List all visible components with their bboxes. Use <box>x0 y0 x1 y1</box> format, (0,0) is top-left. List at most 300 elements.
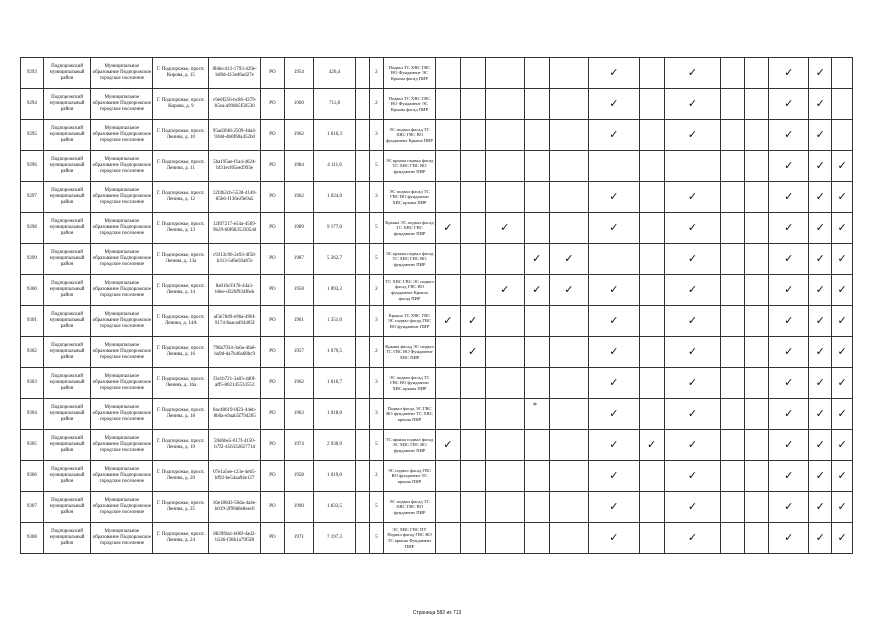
checkmark-icon: ✓ <box>769 337 809 368</box>
district-cell: Подпорожский муниципальный район <box>43 399 91 430</box>
type-cell: РО <box>261 399 285 430</box>
year-cell: 1987 <box>284 244 313 275</box>
type-cell: РО <box>261 58 285 89</box>
area-cell: 2 930,9 <box>313 430 355 461</box>
works-cell: ЭС ХВС ГВС ПУ Подвал фасад ГВС ВО ТС крыша Фундамент ПИР <box>384 523 436 554</box>
work-cell-empty <box>524 368 549 399</box>
work-cell-empty <box>524 337 549 368</box>
floors-cell: 2 <box>369 89 383 120</box>
checkmark-icon: ✓ <box>769 306 809 337</box>
work-cell-empty <box>460 120 485 151</box>
work-cell-empty <box>721 306 745 337</box>
works-cell: ТС ХВС ГВС ЭС подвал фасад ГВС ВО фундамент Крыша фасад ПИР <box>384 275 436 306</box>
table-row <box>21 337 853 368</box>
checkmark-icon: ✓ <box>809 461 832 492</box>
work-cell-empty <box>485 399 524 430</box>
blank-cell <box>356 306 369 337</box>
table-row <box>21 89 853 120</box>
district-cell: Подпорожский муниципальный район <box>43 492 91 523</box>
district-cell: Подпорожский муниципальный район <box>43 120 91 151</box>
work-cell-empty <box>745 275 769 306</box>
address-cell: Г. Подпорожье, просп. Ленина, д. 19 <box>153 430 209 461</box>
checkmark-icon: ✓ <box>589 306 640 337</box>
work-cell-empty <box>549 89 588 120</box>
type-cell: РО <box>261 368 285 399</box>
work-cell-empty <box>549 58 588 89</box>
house-guid-cell: c9e0f256-bc86-4379-b5ea-a99db5f56530 <box>209 89 261 120</box>
work-cell-empty <box>460 89 485 120</box>
checkmark-icon: ✓ <box>832 430 853 461</box>
work-cell-empty <box>745 337 769 368</box>
works-cell: ЭС подвал фасад ТС ГВС ВО фундамент ХВС крыша ПИР <box>384 182 436 213</box>
checkmark-icon: ✓ <box>769 58 809 89</box>
district-cell: Подпорожский муниципальный район <box>43 523 91 554</box>
row-number-cell: 9299 <box>21 244 44 275</box>
work-cell-empty <box>549 337 588 368</box>
checkmark-icon: ✓ <box>589 89 640 120</box>
address-cell: Г. Подпорожье, просп. Кирова, д. 9 <box>153 89 209 120</box>
work-cell-empty <box>721 275 745 306</box>
table-row <box>21 399 853 430</box>
work-cell-empty <box>745 492 769 523</box>
work-cell-empty <box>721 430 745 461</box>
table-row <box>21 306 853 337</box>
table-row <box>21 120 853 151</box>
work-cell-empty <box>639 306 664 337</box>
work-cell-empty <box>639 461 664 492</box>
address-cell: Г. Подпорожье, просп. Ленина, д. 24 <box>153 523 209 554</box>
house-guid-cell: 8ac48619-0f23-44eb-8b0a-e9aab5f794265 <box>209 399 261 430</box>
district-cell: Подпорожский муниципальный район <box>43 368 91 399</box>
checkmark-icon: ✓ <box>832 492 853 523</box>
municipality-cell: Муниципальное образование Подпорожское городское поселение <box>91 58 153 89</box>
work-cell-empty <box>524 523 549 554</box>
floors-cell: 3 <box>369 306 383 337</box>
type-cell: РО <box>261 337 285 368</box>
work-cell-empty <box>549 399 588 430</box>
year-cell: 1957 <box>284 337 313 368</box>
works-cell: Крыша фасад ЭС подвал ТС ГВС ВО Фундамент ХВС ПИР <box>384 337 436 368</box>
checkmark-icon: ✓ <box>664 523 721 554</box>
work-cell-empty <box>721 337 745 368</box>
area-cell: 1 351,0 <box>313 306 355 337</box>
floors-cell: 2 <box>369 337 383 368</box>
type-cell: РО <box>261 120 285 151</box>
work-cell-empty <box>549 306 588 337</box>
blank-cell <box>356 213 369 244</box>
area-cell: 1 833,5 <box>313 492 355 523</box>
address-cell: Г. Подпорожье, просп. Ленина, д. 18 <box>153 399 209 430</box>
type-cell: РО <box>261 182 285 213</box>
table-row <box>21 244 853 275</box>
checkmark-icon: ✓ <box>589 430 640 461</box>
work-cell-empty <box>745 213 769 244</box>
district-cell: Подпорожский муниципальный район <box>43 89 91 120</box>
house-guid-cell: 12f07217-e54a-4569-9b29-60f683533054d <box>209 213 261 244</box>
type-cell: РО <box>261 523 285 554</box>
work-cell-empty <box>524 430 549 461</box>
blank-cell <box>356 58 369 89</box>
district-cell: Подпорожский муниципальный район <box>43 213 91 244</box>
house-guid-cell: 8829fda1-b06f-4ad2-b546-f38b1a79f5f8 <box>209 523 261 554</box>
house-guid-cell: f3e1b721-3a03-4d0f-aff5-802145533552 <box>209 368 261 399</box>
year-cell: 1962 <box>284 368 313 399</box>
blank-cell <box>356 275 369 306</box>
register-table <box>20 57 853 554</box>
municipality-cell: Муниципальное образование Подпорожское городское поселение <box>91 492 153 523</box>
checkmark-icon: ✓ <box>832 151 853 182</box>
house-guid-cell: c9313c96-2e93-4f58-b313-5d6e92a87e <box>209 244 261 275</box>
year-cell: 1984 <box>284 151 313 182</box>
work-cell-empty <box>524 461 549 492</box>
work-cell-empty <box>435 337 460 368</box>
table-row <box>21 182 853 213</box>
work-cell-empty <box>524 182 549 213</box>
work-cell-empty <box>435 151 460 182</box>
area-cell: 1 016,7 <box>313 368 355 399</box>
floors-cell: 5 <box>369 151 383 182</box>
work-cell-empty <box>549 120 588 151</box>
checkmark-icon: ✓ <box>664 492 721 523</box>
work-cell-empty <box>524 492 549 523</box>
year-cell: 1963 <box>284 399 313 430</box>
year-cell: 1971 <box>284 523 313 554</box>
work-cell-empty <box>745 182 769 213</box>
work-cell-empty <box>721 399 745 430</box>
work-cell-empty <box>460 182 485 213</box>
works-cell: ЭС крыша подвал фасад ТС ХВС ГВС ВО фундамент ПИР <box>384 244 436 275</box>
works-cell: ЭС подвал фасад ГВС ВО фундамент ТС крыша ПИР <box>384 461 436 492</box>
blank-cell <box>356 337 369 368</box>
work-cell-empty <box>524 306 549 337</box>
address-cell: Г. Подпорожье, просп. Кирова, д. 15 <box>153 58 209 89</box>
row-number-cell: 9295 <box>21 120 44 151</box>
work-cell-empty <box>549 213 588 244</box>
work-cell-empty <box>485 368 524 399</box>
checkmark-icon: ✓ <box>485 275 524 306</box>
work-cell-empty <box>721 58 745 89</box>
municipality-cell: Муниципальное образование Подпорожское городское поселение <box>91 213 153 244</box>
municipality-cell: Муниципальное образование Подпорожское городское поселение <box>91 461 153 492</box>
floors-cell: 5 <box>369 213 383 244</box>
address-cell: Г. Подпорожье, просп. Ленина, д. 13 <box>153 213 209 244</box>
works-cell: Крыша ЭС подвал фасад ТС ХВС ГВС фундамент ПИР <box>384 213 436 244</box>
type-cell: РО <box>261 89 285 120</box>
work-cell-empty <box>721 182 745 213</box>
house-guid-cell: 59d6be5-617f-4150-b7f2-45633282771d <box>209 430 261 461</box>
work-cell-empty <box>549 461 588 492</box>
work-cell-empty <box>721 244 745 275</box>
work-cell-empty <box>832 58 853 89</box>
work-cell-empty <box>524 89 549 120</box>
works-cell: ЭС подвал фасад ТС ХВС ГВС ВО фундамент ПИР <box>384 492 436 523</box>
work-cell-empty <box>721 151 745 182</box>
table-row <box>21 368 853 399</box>
checkmark-icon: ✓ <box>809 430 832 461</box>
work-cell-empty <box>485 244 524 275</box>
municipality-cell: Муниципальное образование Подпорожское городское поселение <box>91 182 153 213</box>
checkmark-icon: ✓ <box>435 213 460 244</box>
year-cell: 1954 <box>284 58 313 89</box>
address-cell: Г. Подпорожье, просп. Ленина, д. 10 <box>153 120 209 151</box>
checkmark-icon: ✓ <box>589 275 640 306</box>
work-cell-empty <box>435 58 460 89</box>
checkmark-icon: ✓ <box>664 430 721 461</box>
blank-cell <box>356 368 369 399</box>
address-cell: Г. Подпорожье, просп. Ленина, д. 14А <box>153 306 209 337</box>
municipality-cell: Муниципальное образование Подпорожское городское поселение <box>91 306 153 337</box>
checkmark-icon: ✓ <box>485 213 524 244</box>
work-cell-empty <box>460 492 485 523</box>
works-cell: ТС крыша подвал фасад ЭС ХВС ГВС ВО фундамент ПИР <box>384 430 436 461</box>
district-cell: Подпорожский муниципальный район <box>43 461 91 492</box>
address-cell: Г. Подпорожье, просп. Ленина, д. 25 <box>153 492 209 523</box>
work-cell-empty <box>435 244 460 275</box>
area-cell: 1 093,3 <box>313 275 355 306</box>
municipality-cell: Муниципальное образование Подпорожское городское поселение <box>91 430 153 461</box>
year-cell: 1960 <box>284 89 313 120</box>
municipality-cell: Муниципальное образование Подпорожское городское поселение <box>91 368 153 399</box>
work-cell-empty <box>435 120 460 151</box>
work-cell-empty <box>639 120 664 151</box>
district-cell: Подпорожский муниципальный район <box>43 337 91 368</box>
area-cell: 1 616,3 <box>313 120 355 151</box>
year-cell: 1958 <box>284 461 313 492</box>
work-cell-empty <box>460 244 485 275</box>
row-number-cell: 9296 <box>21 151 44 182</box>
work-cell-empty <box>549 492 588 523</box>
works-cell: Подвал ТС ХВС ГВС ВО Фундамент ЭС Крыша фасад ПИР <box>384 89 436 120</box>
row-number-cell: 9297 <box>21 182 44 213</box>
checkmark-icon: ✓ <box>589 58 640 89</box>
house-guid-cell: 16e180d3-50da-4a4e-b019-2f99d8e8eec0 <box>209 492 261 523</box>
checkmark-icon: ✓ <box>769 151 809 182</box>
type-cell: РО <box>261 244 285 275</box>
district-cell: Подпорожский муниципальный район <box>43 244 91 275</box>
checkmark-icon: ✓ <box>664 244 721 275</box>
checkmark-icon: ✓ <box>664 182 721 213</box>
checkmark-icon: ✓ <box>809 399 832 430</box>
work-cell-empty <box>832 120 853 151</box>
checkmark-icon: ✓ <box>549 244 588 275</box>
work-cell-empty <box>435 182 460 213</box>
work-cell-empty <box>460 399 485 430</box>
checkmark-icon: ✓ <box>769 182 809 213</box>
type-cell: РО <box>261 213 285 244</box>
house-guid-cell: 07e1a5ee-c23e-4eb5-bf93-be54aa94e127 <box>209 461 261 492</box>
work-cell-empty <box>745 151 769 182</box>
blank-cell <box>356 89 369 120</box>
address-cell: Г. Подпорожье, просп. Ленина, д. 14 <box>153 275 209 306</box>
checkmark-icon: ✓ <box>664 275 721 306</box>
floors-cell: 2 <box>369 275 383 306</box>
table-row <box>21 275 853 306</box>
checkmark-icon: ✓ <box>769 461 809 492</box>
blank-cell <box>356 120 369 151</box>
work-cell-empty <box>664 151 721 182</box>
work-cell-empty <box>721 120 745 151</box>
checkmark-icon: ✓ <box>832 368 853 399</box>
checkmark-icon: ✓ <box>809 244 832 275</box>
floors-cell: 5 <box>369 430 383 461</box>
work-cell-empty <box>460 275 485 306</box>
work-cell-empty <box>639 182 664 213</box>
floors-cell: 3 <box>369 120 383 151</box>
checkmark-icon: ✓ <box>435 430 460 461</box>
district-cell: Подпорожский муниципальный район <box>43 306 91 337</box>
work-cell-empty <box>485 89 524 120</box>
checkmark-icon: ✓ <box>664 461 721 492</box>
work-cell-empty <box>460 461 485 492</box>
work-cell-empty <box>485 492 524 523</box>
blank-cell <box>356 492 369 523</box>
checkmark-icon: ✓ <box>664 368 721 399</box>
municipality-cell: Муниципальное образование Подпорожское городское поселение <box>91 523 153 554</box>
work-cell-empty <box>524 213 549 244</box>
municipality-cell: Муниципальное образование Подпорожское городское поселение <box>91 120 153 151</box>
year-cell: 1962 <box>284 120 313 151</box>
checkmark-icon: ✓ <box>589 120 640 151</box>
row-number-cell: 9307 <box>21 492 44 523</box>
work-cell-empty <box>639 244 664 275</box>
municipality-cell: Муниципальное образование Подпорожское городское поселение <box>91 399 153 430</box>
checkmark-icon: ✓ <box>809 151 832 182</box>
blank-cell <box>356 461 369 492</box>
municipality-cell: Муниципальное образование Подпорожское городское поселение <box>91 244 153 275</box>
work-cell-empty <box>639 151 664 182</box>
work-cell-empty <box>721 461 745 492</box>
municipality-cell: Муниципальное образование Подпорожское городское поселение <box>91 275 153 306</box>
work-cell-empty <box>745 461 769 492</box>
work-cell-empty <box>460 58 485 89</box>
checkmark-icon: ✓ <box>809 523 832 554</box>
work-cell-empty <box>435 523 460 554</box>
address-cell: Г. Подпорожье, просп. Ленина, д. 13а <box>153 244 209 275</box>
row-number-cell: 9304 <box>21 399 44 430</box>
work-cell-empty <box>639 213 664 244</box>
house-guid-cell: 95ad3f48-2509-4da4-938d-db0f60a452b0 <box>209 120 261 151</box>
work-cell-empty <box>485 182 524 213</box>
floors-cell: 5 <box>369 244 383 275</box>
row-number-cell: 9308 <box>21 523 44 554</box>
municipality-cell: Муниципальное образование Подпорожское городское поселение <box>91 337 153 368</box>
checkmark-icon: ✓ <box>664 399 721 430</box>
work-cell-empty <box>549 430 588 461</box>
table-row <box>21 151 853 182</box>
row-number-cell: 9305 <box>21 430 44 461</box>
work-cell-empty <box>460 151 485 182</box>
floors-cell: 3 <box>369 399 383 430</box>
checkmark-icon: ✓ <box>664 89 721 120</box>
year-cell: 1961 <box>284 306 313 337</box>
area-cell: 1 024,0 <box>313 182 355 213</box>
year-cell: 1990 <box>284 492 313 523</box>
checkmark-icon: ✓ <box>809 492 832 523</box>
floors-cell: 5 <box>369 523 383 554</box>
checkmark-icon: ✓ <box>664 306 721 337</box>
page-footer: Страница 582 из 713 <box>412 610 462 616</box>
checkmark-icon: ✓ <box>589 523 640 554</box>
row-number-cell: 9294 <box>21 89 44 120</box>
blank-cell <box>356 244 369 275</box>
area-cell: 4 111,6 <box>313 151 355 182</box>
address-cell: Г. Подпорожье, просп. Ленина, д. 11 <box>153 151 209 182</box>
type-cell: РО <box>261 306 285 337</box>
checkmark-icon: ✓ <box>589 461 640 492</box>
checkmark-icon: ✓ <box>524 275 549 306</box>
year-cell: 1974 <box>284 430 313 461</box>
table-row <box>21 213 853 244</box>
work-cell-empty <box>549 523 588 554</box>
house-guid-cell: 0b8ec413-1793-429e-bd9d-413ed6ad27e <box>209 58 261 89</box>
checkmark-icon: ✓ <box>664 213 721 244</box>
asterisk-mark: * <box>533 401 537 410</box>
checkmark-icon: ✓ <box>809 368 832 399</box>
work-cell-empty <box>639 523 664 554</box>
checkmark-icon: ✓ <box>589 492 640 523</box>
row-number-cell: 9300 <box>21 275 44 306</box>
work-cell-empty <box>745 399 769 430</box>
work-cell-empty <box>639 399 664 430</box>
work-cell-empty <box>721 492 745 523</box>
checkmark-icon: ✓ <box>809 337 832 368</box>
checkmark-icon: ✓ <box>639 430 664 461</box>
checkmark-icon: ✓ <box>832 523 853 554</box>
work-cell-empty <box>589 244 640 275</box>
work-cell-empty <box>745 58 769 89</box>
year-cell: 1989 <box>284 213 313 244</box>
area-cell: 7 197,3 <box>313 523 355 554</box>
district-cell: Подпорожский муниципальный район <box>43 58 91 89</box>
checkmark-icon: ✓ <box>589 213 640 244</box>
floors-cell: 3 <box>369 182 383 213</box>
blank-cell <box>356 430 369 461</box>
district-cell: Подпорожский муниципальный район <box>43 182 91 213</box>
address-cell: Г. Подпорожье, просп. Ленина, д. 20 <box>153 461 209 492</box>
work-cell-empty <box>721 213 745 244</box>
area-cell: 711,8 <box>313 89 355 120</box>
checkmark-icon: ✓ <box>769 244 809 275</box>
checkmark-icon: ✓ <box>809 58 832 89</box>
work-cell-empty <box>745 306 769 337</box>
blank-cell <box>356 151 369 182</box>
checkmark-icon: ✓ <box>832 213 853 244</box>
blank-cell <box>356 523 369 554</box>
address-cell: Г. Подпорожье, просп. Ленина, д. 12 <box>153 182 209 213</box>
checkmark-icon: ✓ <box>809 120 832 151</box>
checkmark-icon: ✓ <box>524 244 549 275</box>
checkmark-icon: ✓ <box>832 275 853 306</box>
district-cell: Подпорожский муниципальный район <box>43 151 91 182</box>
works-cell: ЭС крыша подвал фасад ТС ХВС ГВС ВО фундамент ПИР <box>384 151 436 182</box>
checkmark-icon: ✓ <box>460 306 485 337</box>
municipality-cell: Муниципальное образование Подпорожское городское поселение <box>91 89 153 120</box>
floors-cell: 3 <box>369 368 383 399</box>
table-row <box>21 430 853 461</box>
row-number-cell: 9298 <box>21 213 44 244</box>
checkmark-icon: ✓ <box>832 182 853 213</box>
row-number-cell: 9293 <box>21 58 44 89</box>
work-cell-empty <box>485 337 524 368</box>
work-cell-empty <box>435 368 460 399</box>
work-cell-empty <box>721 523 745 554</box>
area-cell: 5 262,7 <box>313 244 355 275</box>
checkmark-icon: ✓ <box>769 120 809 151</box>
house-guid-cell: 798a7934-3a6a-4fa8-ba9d-da7b46a68bc9 <box>209 337 261 368</box>
address-cell: Г. Подпорожье, просп. Ленина, д. 16 <box>153 337 209 368</box>
blank-cell <box>356 182 369 213</box>
checkmark-icon: ✓ <box>664 120 721 151</box>
